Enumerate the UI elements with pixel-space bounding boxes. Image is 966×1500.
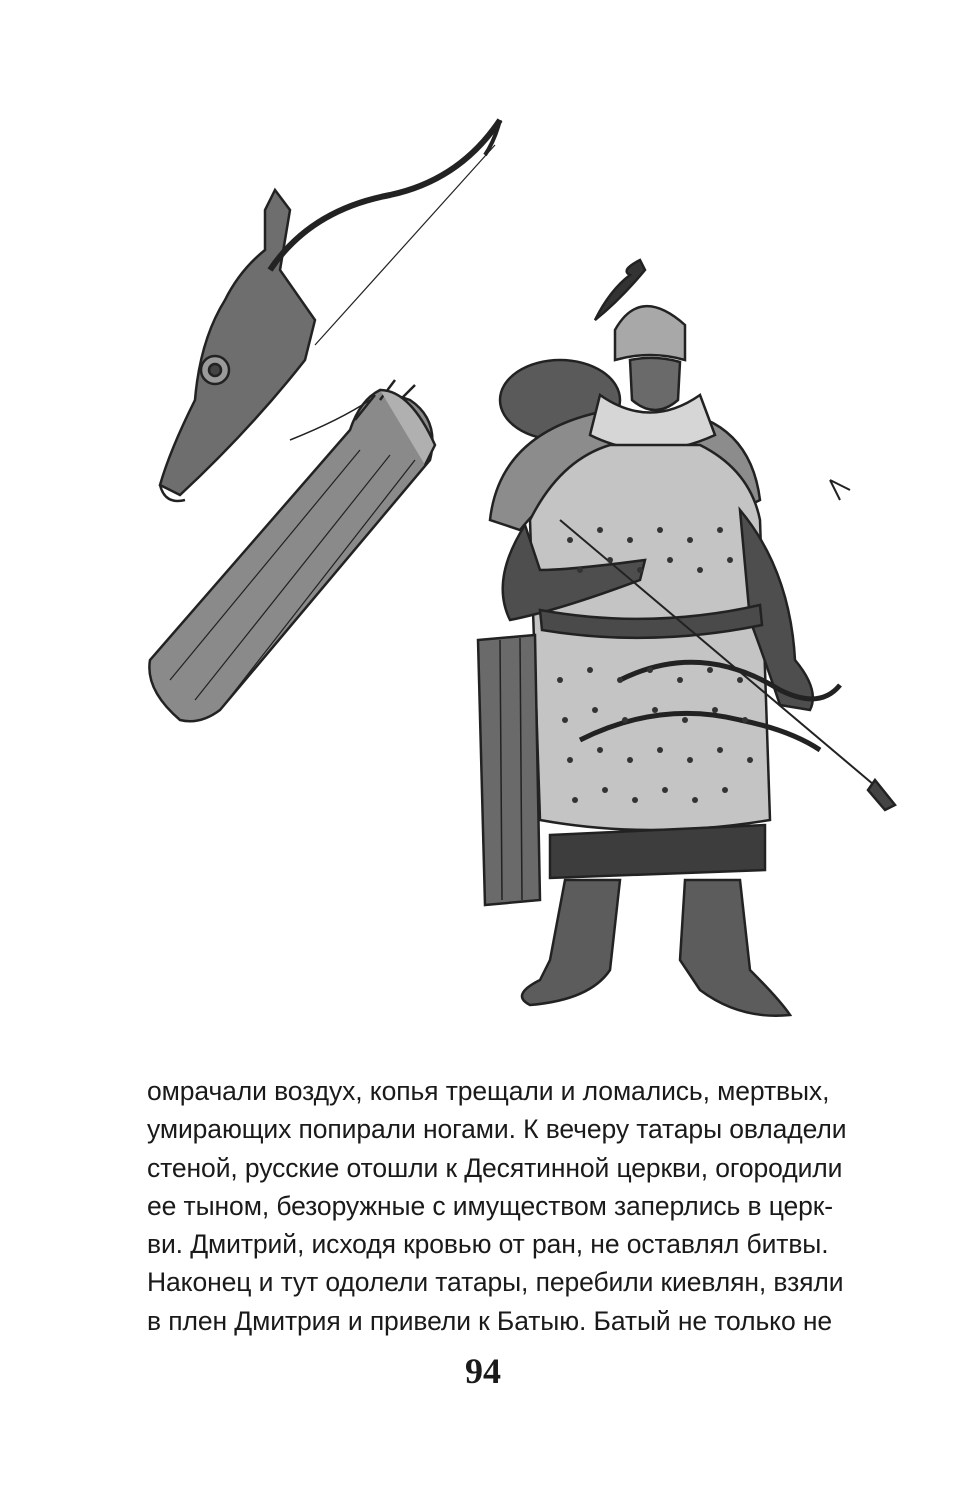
body-text [147,1072,847,1340]
text-line: умирающих попирали ногами. К вечеру татары овладели [147,1114,847,1145]
page-number: 94 [465,1351,501,1391]
warrior-illustration [140,100,920,1040]
text-line: стеной, русские отошли к Десятинной церкви, огородили [147,1152,843,1183]
text-line: в плен Дмитрия и привели к Батыю. Батый не только не [147,1305,833,1336]
text-line: омрачали воздух, копья трещали и ломались, мертвых, [147,1076,830,1106]
bow-case-drawing [160,120,500,501]
text-line: ви. Дмитрий, исходя кровью от ран, не оставлял битвы. [147,1229,829,1260]
warrior-drawing [478,260,895,1016]
text-line: ее тыном, безоружные с имуществом заперлись в церк- [147,1190,833,1221]
text-line: Наконец и тут одолели татары, перебили киевлян, взяли [147,1267,844,1298]
